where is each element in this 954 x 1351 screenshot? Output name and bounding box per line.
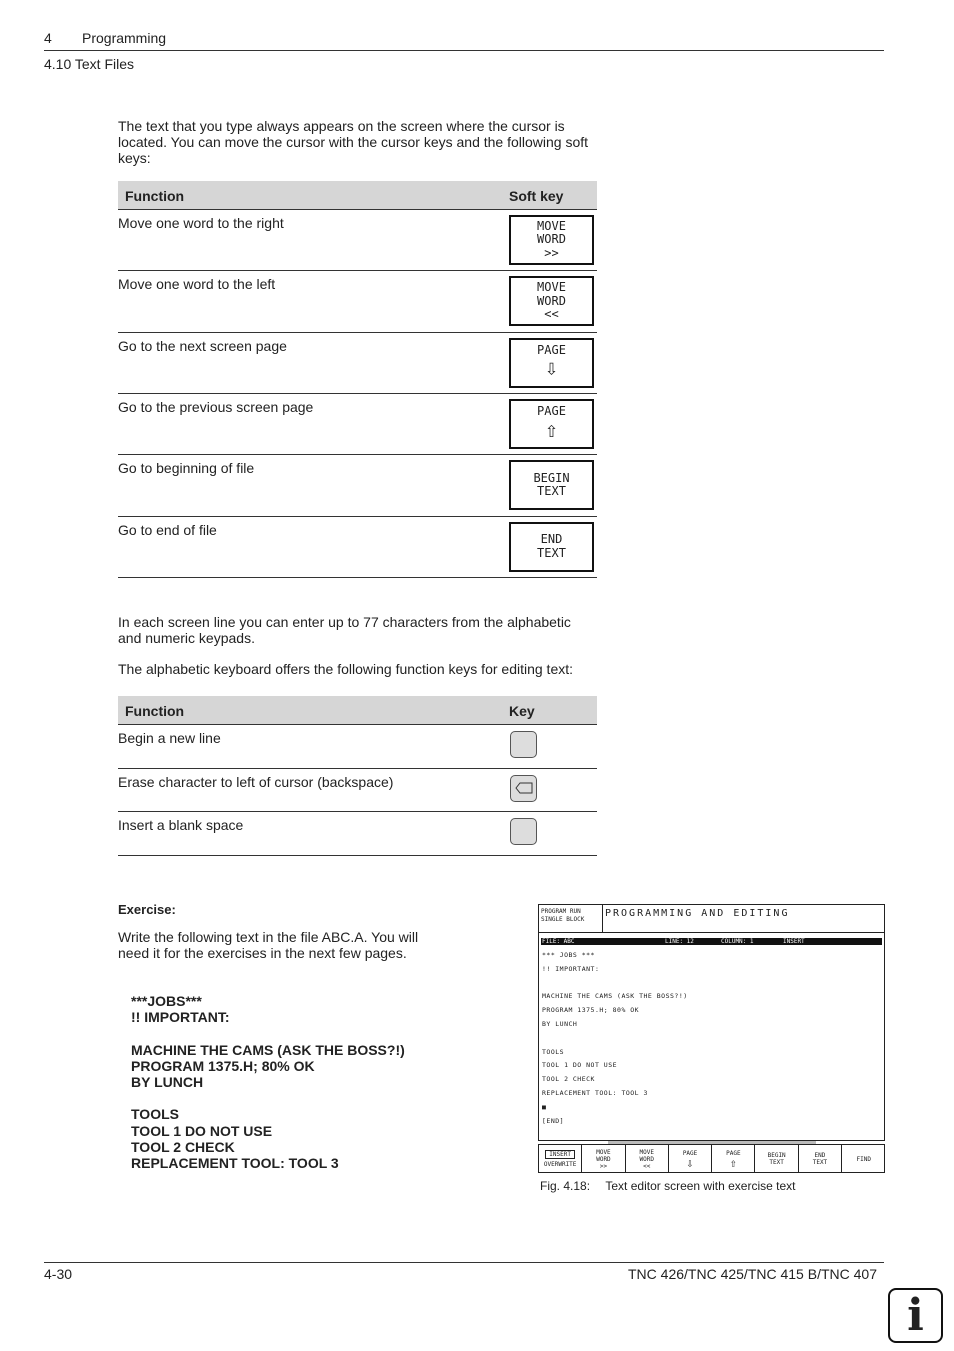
space-key-icon[interactable] (510, 818, 537, 845)
screen-softkey-label: FIND (856, 1155, 871, 1163)
table-rule (118, 270, 597, 271)
screen-title: PROGRAMMING AND EDITING (605, 908, 790, 919)
softkey-label: WORD (537, 232, 566, 247)
screen-line: BY LUNCH (542, 1020, 578, 1028)
exercise-line: TOOL 2 CHECK (131, 1138, 235, 1155)
softkey-label: PAGE (537, 404, 566, 419)
screen-softkey-label: ⇧ (729, 1155, 737, 1170)
exercise-line: TOOL 1 DO NOT USE (131, 1122, 273, 1139)
screen-softkey[interactable] (626, 1145, 669, 1173)
table-rule (118, 724, 597, 725)
softkey-label: >> (544, 245, 559, 260)
footer-rule (44, 1262, 884, 1263)
softkey-label: BEGIN (533, 470, 570, 485)
softkey-label: ⇩ (544, 356, 559, 382)
info-icon (888, 1288, 943, 1343)
screen-softkey[interactable] (539, 1145, 582, 1173)
softkey-label: TEXT (537, 545, 566, 560)
caption-text: Text editor screen with exercise text (605, 1179, 796, 1193)
table-rule (118, 332, 597, 333)
screen-softkey-label: MOVE (639, 1148, 654, 1156)
screen-softkey-label: TEXT (769, 1159, 784, 1166)
softkey-button[interactable] (509, 399, 594, 449)
product-name: TNC 426/TNC 425/TNC 415 B/TNC 407 (628, 1266, 877, 1282)
screen-softkey-label: << (643, 1162, 651, 1170)
table-rule (118, 393, 597, 394)
exercise-line (131, 1025, 405, 1041)
exercise-lines (131, 993, 405, 1171)
softkey-row-function: Go to the previous screen page (118, 398, 314, 415)
screen-line: REPLACEMENT TOOL: TOOL 3 (542, 1089, 648, 1097)
softkey-row-function: Go to the next screen page (118, 337, 287, 354)
key-row-function: Begin a new line (118, 730, 221, 746)
return-key-icon[interactable] (510, 731, 537, 758)
screen-mode (541, 908, 584, 924)
softkey-row-function: Move one word to the left (118, 276, 276, 293)
screen-softkey[interactable] (799, 1145, 842, 1173)
screen-softkey-label: INSERT (545, 1150, 575, 1159)
backspace-key-icon[interactable] (510, 775, 537, 802)
softkey-row-function: Move one word to the right (118, 215, 284, 231)
screen-softkey-label: WORD (639, 1155, 654, 1163)
table-rule (118, 516, 597, 517)
softkey-label: << (544, 307, 559, 322)
screen-softkey-label: ⇩ (686, 1155, 694, 1170)
screen-softkey-label: BEGIN (767, 1152, 786, 1159)
mode-line-1: PROGRAM RUN (541, 908, 581, 915)
screen-line: [END] (542, 1116, 565, 1125)
col-function: Function (125, 188, 185, 204)
softkey-button[interactable] (509, 460, 594, 510)
softkey-table-header (118, 181, 597, 209)
screen-softkey-label: PAGE (726, 1149, 741, 1157)
softkey-label: MOVE (537, 280, 566, 295)
softkey-button[interactable] (509, 338, 594, 388)
screen-softkey[interactable] (669, 1145, 712, 1173)
screen-line: *** JOBS *** (542, 951, 595, 959)
table-rule (118, 768, 597, 769)
chapter-number: 4 (44, 30, 52, 46)
section-title: 4.10 Text Files (44, 56, 135, 72)
page-number: 4-30 (44, 1266, 73, 1282)
chapter-title: Programming (82, 30, 167, 46)
screen-line: !! IMPORTANT: (542, 964, 600, 973)
table-rule (118, 811, 597, 812)
exercise-title: Exercise: (118, 902, 176, 917)
chars-paragraph: In each screen line you can enter up to 77 characters from the alphabetic and numeric keypads. (118, 614, 571, 646)
col-key: Key (509, 703, 535, 719)
softkey-label: MOVE (537, 218, 566, 233)
screen-softkey-label: TEXT (812, 1159, 828, 1166)
status-mode: INSERT (783, 938, 805, 945)
col-softkey: Soft key (509, 188, 564, 204)
exercise-line: TOOLS (131, 1106, 179, 1123)
screen-softkey-label: PAGE (682, 1149, 698, 1157)
key-row-function: Insert a blank space (118, 817, 244, 834)
screen-softkey-label: MOVE (596, 1148, 611, 1156)
screen-line: TOOL 1 DO NOT USE (542, 1061, 618, 1070)
softkey-button[interactable] (509, 215, 594, 265)
key-table-header (118, 696, 597, 724)
mode-line-2: SINGLE BLOCK (541, 916, 585, 923)
softkey-label: PAGE (537, 342, 566, 357)
status-column: COLUMN: 1 (721, 938, 754, 945)
screen-line: MACHINE THE CAMS (ASK THE BOSS?!) (542, 992, 688, 1001)
screen-line: PROGRAM 1375.H; 80% OK (542, 1006, 640, 1015)
table-rule (118, 855, 597, 856)
screen-softkey[interactable] (712, 1145, 755, 1173)
screen-softkey-label: END (814, 1152, 826, 1159)
table-rule (118, 209, 597, 210)
exercise-line: MACHINE THE CAMS (ASK THE BOSS?!) (131, 1041, 405, 1058)
exercise-text: Write the following text in the file ABC.A. You will need it for the exercises in the next few pages. (118, 929, 419, 961)
info-glyph: i (907, 1290, 924, 1341)
exercise-line: BY LUNCH (131, 1073, 204, 1090)
screen-softkey[interactable] (756, 1145, 799, 1173)
status-line: LINE: 12 (665, 938, 694, 945)
key-row-function: Erase character to left of cursor (backspace) (118, 773, 394, 790)
screen-line: ■ (542, 1102, 547, 1111)
softkey-row-function: Go to end of file (118, 521, 217, 538)
screen-line: TOOL 2 CHECK (542, 1075, 595, 1084)
keyboard-paragraph: The alphabetic keyboard offers the following function keys for editing text: (118, 661, 574, 677)
status-file: FILE: ABC (542, 938, 575, 945)
exercise-line (131, 1090, 405, 1106)
screen-softkey-label: WORD (596, 1155, 611, 1163)
screen-softkey[interactable] (842, 1145, 885, 1173)
softkey-button[interactable] (509, 276, 594, 326)
table-rule (118, 577, 597, 578)
softkey-button[interactable] (509, 522, 594, 572)
screen-header (538, 904, 885, 933)
screen-softkey-label: >> (599, 1162, 608, 1170)
screen-line: TOOLS (542, 1047, 565, 1056)
header-rule (44, 50, 884, 51)
figure-caption (540, 1179, 795, 1193)
exercise-line: !! IMPORTANT: (131, 1009, 230, 1026)
exercise-line: PROGRAM 1375.H; 80% OK (131, 1057, 315, 1074)
exercise-line: REPLACEMENT TOOL: TOOL 3 (131, 1154, 339, 1171)
screen-softkey-label: OVERWRITE (543, 1161, 577, 1168)
exercise-line: ***JOBS*** (131, 993, 202, 1009)
softkey-label: TEXT (537, 484, 566, 499)
table-rule (118, 454, 597, 455)
status-bar (541, 938, 882, 945)
softkey-label: WORD (537, 293, 566, 308)
intro-paragraph: The text that you type always appears on the screen where the cursor is located. You can move the cursor with the cursor keys and the following soft keys: (118, 118, 589, 166)
softkey-row-function: Go to beginning of file (118, 460, 255, 477)
screen-softkey[interactable] (582, 1145, 625, 1173)
caption-label: Fig. 4.18: (540, 1179, 591, 1193)
col-function: Function (125, 703, 185, 719)
softkey-label: END (540, 532, 563, 546)
softkey-label: ⇧ (544, 417, 559, 443)
